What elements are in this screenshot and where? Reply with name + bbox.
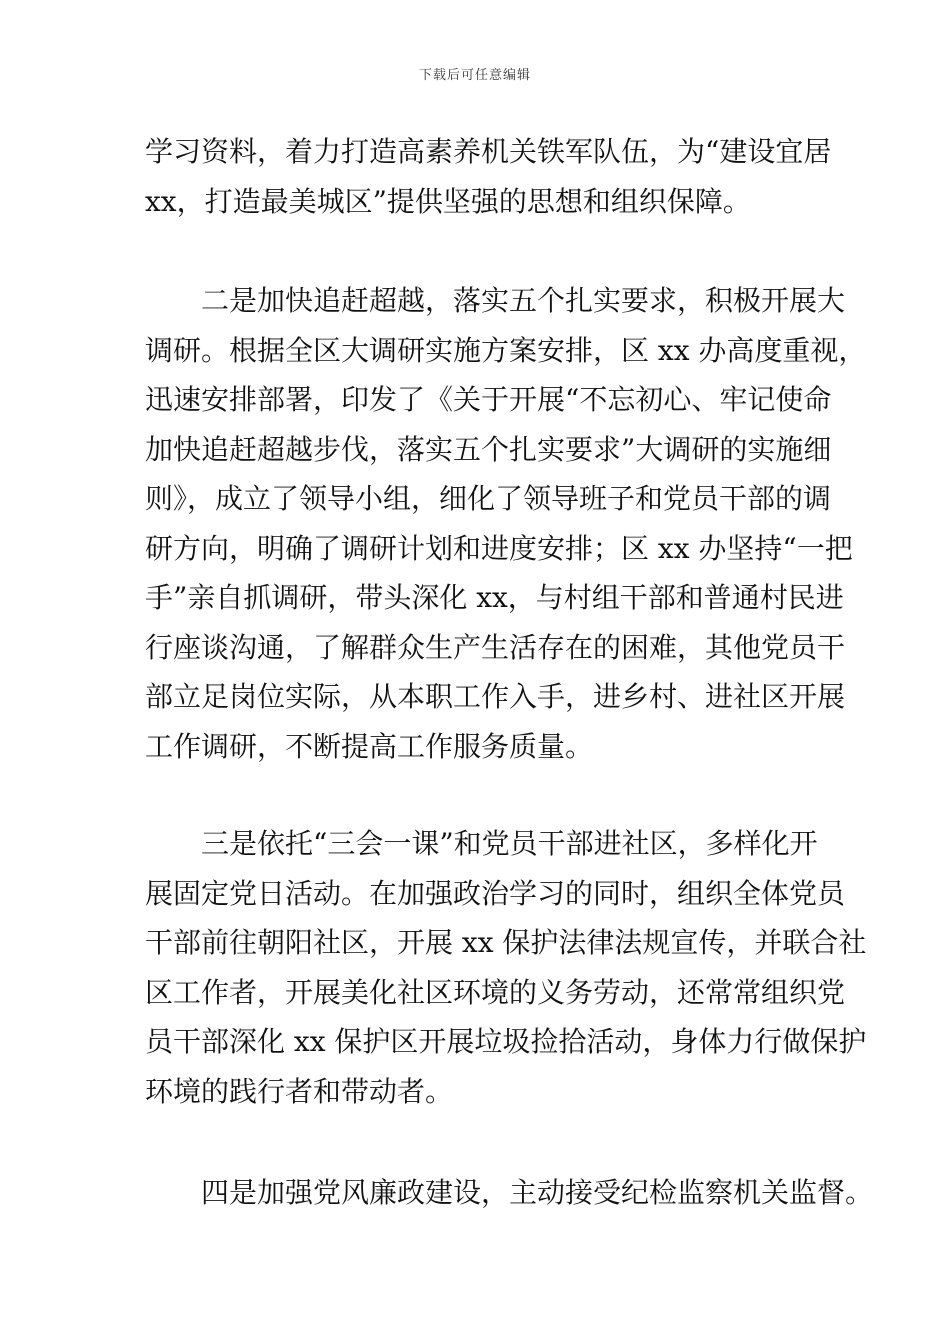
page-header: 下载后可任意编辑 [418, 68, 531, 83]
text-line: 展固定党日活动。在加强政治学习的同时，组织全体党员 [145, 876, 846, 910]
text-line: 行座谈沟通，了解群众生产生活存在的困难，其他党员干 [145, 630, 846, 664]
text-line: 员干部深化 xx 保护区开展垃圾捡拾活动，身体力行做保护 [145, 1025, 867, 1058]
text-line: 学习资料，着力打造高素养机关铁军队伍，为“建设宜居 [145, 135, 832, 168]
paragraph-continuation [145, 127, 832, 226]
text-line: 手”亲自抓调研，带头深化 xx，与村组干部和普通村民进 [145, 581, 844, 614]
text-line: 研方向，明确了调研计划和进度安排；区 xx 办坚持“一把 [145, 531, 853, 565]
paragraph-integrity [145, 1168, 874, 1218]
text-line: 干部前往朝阳社区，开展 xx 保护法律法规宣传，并联合社 [145, 926, 867, 959]
text-line: 加快追赶超越步伐，落实五个扎实要求”大调研的实施细 [145, 432, 832, 466]
text-line: 调研。根据全区大调研实施方案安排，区 xx 办高度重视， [145, 333, 867, 367]
text-line: 四是加强党风廉政建设，主动接受纪检监察机关监督。 [201, 1176, 874, 1209]
text-line: 工作调研，不断提高工作服务质量。 [145, 729, 594, 763]
text-line: 部立足岗位实际，从本职工作入手，进乡村、进社区开展 [145, 680, 846, 713]
paragraph-research [145, 276, 867, 771]
text-line: 则》，成立了领导小组，细化了领导班子和党员干部的调 [145, 482, 832, 515]
text-line: 环境的践行者和带动者。 [145, 1074, 454, 1108]
text-line: 二是加快追赶超越，落实五个扎实要求，积极开展大 [201, 284, 846, 317]
text-line: xx，打造最美城区”提供坚强的思想和组织保障。 [145, 184, 751, 218]
text-line: 区工作者，开展美化社区环境的义务劳动，还常常组织党 [145, 975, 846, 1009]
paragraph-community [145, 819, 867, 1116]
text-line: 迅速安排部署，印发了《关于开展“不忘初心、牢记使命 [145, 383, 832, 416]
text-line: 三是依托“三会一课”和党员干部进社区，多样化开 [201, 827, 818, 860]
